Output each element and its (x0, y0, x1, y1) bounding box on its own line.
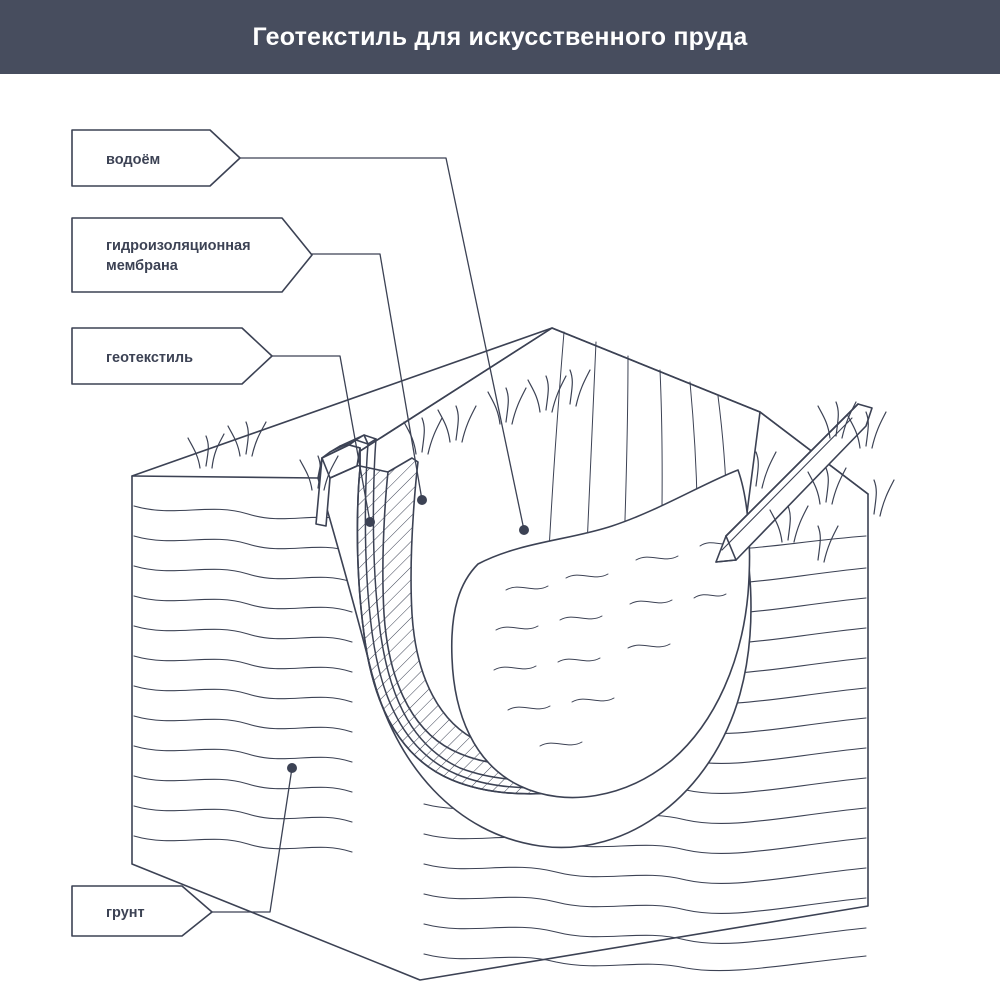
pond-cross-section-illustration (0, 74, 1000, 1000)
callout-label-water: водоём (106, 152, 161, 168)
callout-tag-membrane (72, 218, 312, 292)
page-title: Геотекстиль для искусственного пруда (252, 22, 748, 51)
callout-label-geotextile: геотекстиль (106, 350, 194, 366)
title-bar (0, 0, 1000, 74)
callout-label-membrane-line1: гидроизоляционная (106, 238, 251, 254)
callout-label-soil: грунт (106, 905, 145, 921)
callout-label-membrane-line2: мембрана (106, 258, 178, 274)
diagram-canvas (0, 74, 1000, 1000)
